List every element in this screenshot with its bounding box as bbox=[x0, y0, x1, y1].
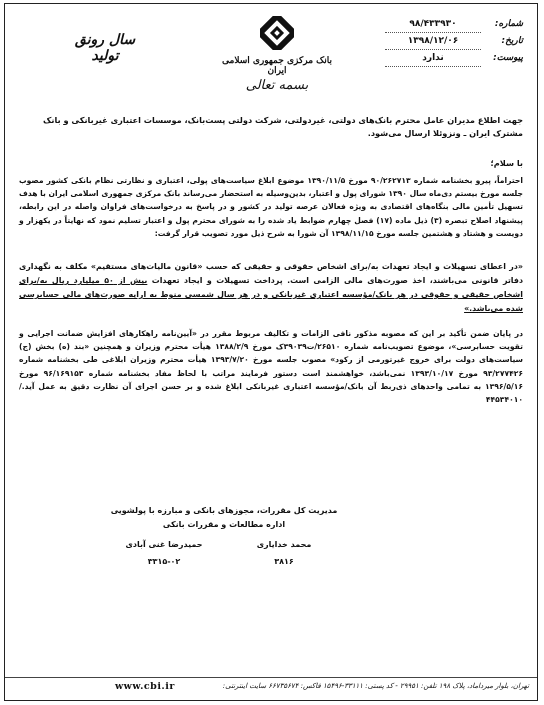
logo-signature: بسمه تعالی bbox=[245, 78, 309, 93]
signatory-right bbox=[229, 536, 339, 570]
number-value: ۹۸/۴۳۳۹۳۰ bbox=[385, 16, 481, 33]
signatory-right-code: ۳۸۱۶ bbox=[274, 557, 294, 566]
attachment-label: پیوست: bbox=[493, 53, 523, 63]
date-label: تاریخ: bbox=[501, 36, 523, 46]
letter-footer bbox=[5, 677, 537, 700]
signatory-left-code: ۳۳۱۵-۰۲ bbox=[147, 557, 181, 566]
slogan bbox=[65, 32, 145, 64]
signatory-right-name: محمد خدایاری bbox=[256, 540, 312, 549]
resolution-text: «در اعطای تسهیلات و ایجاد تعهدات به/برای اشخاص حقوقی و حقیقی که حسب «قانون مالیات‌های مستقیم» مکلف به نگهداری دفاتر قانونی می‌باشند، اخذ صورت‌های مالی الزامی است. پرداخت تسهیلات و ایجاد تعهدات bbox=[19, 262, 523, 285]
salutation: با سلام؛ bbox=[490, 158, 523, 168]
letter-page bbox=[4, 3, 538, 701]
letter-meta bbox=[385, 16, 523, 67]
attachment-value: ندارد bbox=[385, 50, 481, 67]
signature-department bbox=[109, 504, 339, 532]
footer-address: تهران، بلوار میرداماد، پلاک ۱۹۸ تلفن: ۲۹۹۵۱ - کد پستی: ۳۳۱۱۱-۱۵۴۹۶ فاکس: ۶۶۷۳۵۶۷۴ سایت اینترنتی: bbox=[222, 682, 529, 690]
paragraph-2 bbox=[19, 260, 523, 316]
signatory-left bbox=[109, 536, 219, 570]
date-row bbox=[385, 33, 523, 50]
department-line-1: مدیریت کل مقررات، مجوزهای بانکی و مبارزه با پولشویی bbox=[110, 506, 338, 515]
footer-website-link[interactable]: www.cbi.ir bbox=[115, 681, 175, 692]
signatories bbox=[109, 536, 339, 570]
department-line-2: اداره مطالعات و مقررات بانکی bbox=[162, 520, 286, 529]
bank-logo bbox=[217, 16, 337, 93]
date-value: ۱۳۹۸/۱۲/۰۶ bbox=[385, 33, 481, 50]
paragraph-1: احتراماً، پیرو بخشنامه شماره ۹۰/۲۶۲۷۱۳ مورخ ۱۳۹۰/۱۱/۵ موضوع ابلاغ سیاست‌های پولی، اعتباری و نظارتی نظام بانکی کشور مصوب جلسه مورخ بیستم دی‌ماه سال ۱۳۹۰ شورای پول و اعتبار، بدین‌وسیله به استحضار می‌رساند بانک مرکزی جمهوری اسلامی ایران با هدف تسهیل تأمین مالی بنگاه‌های اقتصادی به ویژه فعالان عرصه تولید در کشور و در پاسخ به درخواست‌های فراوان واصله در این رابطه، پیشنهاد اصلاح تبصره (۳) ذیل ماده (۱۷) فصل چهارم ضوابط یاد شده را به شورای محترم پول و اعتبار تسلیم نمود که نهایتاً در یکهزار و دویست و هشتاد و هشتمین جلسه مورخ ۱۳۹۸/۱۱/۱۵ آن شورا به شرح ذیل مورد تصویب قرار گرفت: bbox=[19, 176, 523, 238]
resolution-underlined-text: بیش از ۵۰ میلیارد ریال به/برای اشخاص حقیقی و حقوقی در هر بانک/مؤسسه اعتباری غیربانکی و در هر سال شمسی منوط به ارایه صورت‌های مالی حسابرسی شده می‌باشد.» bbox=[19, 276, 523, 313]
attachment-row bbox=[385, 50, 523, 67]
paragraph-3: در پایان ضمن تأکید بر این که مصوبه مذکور نافی الزامات و تکالیف مربوط مقرر در «آیین‌نامه راهکارهای افزایش ضمانت اجرایی و تقویت حسابرسی»، موضوع تصویب‌نامه شماره ۲۶۵۱۰/ت۳۹۰۳۹ک مورخ ۱۳۸۸/۲/۹ هیأت محترم وزیران و همچنین «بند (ه) بخش (ج) سیاست‌های دولت برای خروج غیرتورمی از رکود» مصوب جلسه مورخ ۱۳۹۳/۷/۲۰ هیأت محترم وزیران ابلاغی طی بخشنامه شماره ۹۳/۲۷۷۴۲۶ مورخ ۱۳۹۳/۱۰/۱۷ نمی‌باشد، خواهشمند است دستور فرمایند مراتب با لحاظ مفاد بخشنامه شماره ۹۶/۱۶۹۱۵۳ مورخ ۱۳۹۶/۵/۱۶ به تمامی واحدهای ذی‌ربط آن بانک/مؤسسه اعتباری غیربانکی ابلاغ شده و بر حسن اجرای آن نظارت دقیق به عمل آید./۴۴۵۳۴۰۱۰ bbox=[19, 329, 524, 405]
slogan-line-1: سال رونق bbox=[74, 32, 136, 48]
number-label: شماره: bbox=[494, 19, 523, 29]
bank-emblem-icon bbox=[260, 16, 294, 50]
signatory-left-name: حمیدرضا غنی آبادی bbox=[125, 540, 203, 549]
recipients: جهت اطلاع مدیران عامل محترم بانک‌های دولتی، غیردولتی، شرکت دولتی پست‌بانک، موسسات اعتباری غیربانکی و بانک مشترک ایران ـ ونزوئلا ارسال می‌شود. bbox=[43, 115, 523, 138]
number-row bbox=[385, 16, 523, 33]
slogan-line-2: تولید bbox=[91, 48, 119, 64]
bank-name: بانک مرکزی جمهوری اسلامی ایران bbox=[222, 56, 332, 76]
